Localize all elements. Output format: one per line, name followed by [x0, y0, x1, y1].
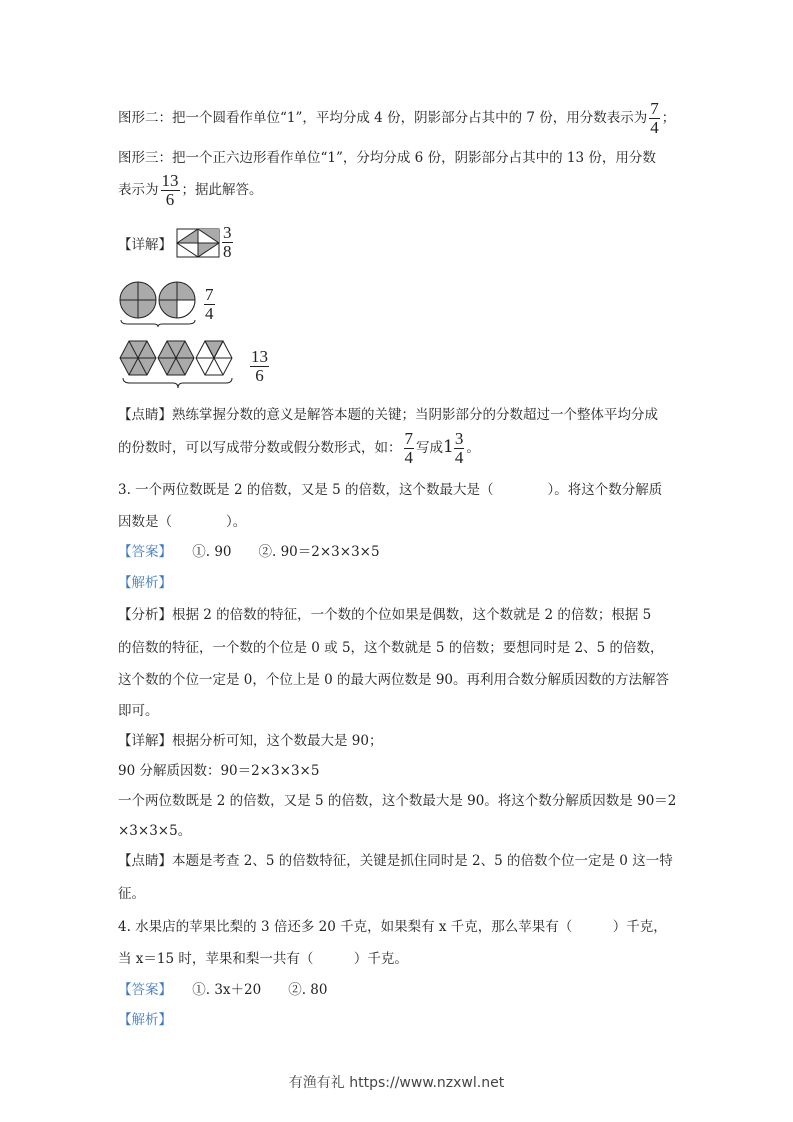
label: 【详解】	[118, 236, 172, 253]
denominator: 4	[454, 448, 464, 467]
text-line: 【分析】根据 2 的倍数的特征，一个数的个位如果是偶数，这个数就是 2 的倍数；根据 5	[118, 607, 652, 623]
text-line: 因数是（ ）。	[118, 514, 247, 530]
text-line: 这个数的个位一定是 0，个位上是 0 的最大两位数是 90。再利用合数分解质因数的方法解答	[118, 672, 670, 688]
denominator: 6	[165, 190, 175, 209]
numerator: 3	[223, 223, 232, 242]
numerator: 13	[251, 346, 268, 366]
fraction	[454, 430, 465, 467]
fraction	[649, 100, 660, 137]
text: 图形二：把一个圆看作单位“1”，平均分成 4 份，阴影部分占其中的 7 份，用分数表示为	[118, 110, 648, 126]
text-line	[118, 430, 480, 467]
footer-watermark: 有渔有礼 https://www.nzxwl.net	[288, 1075, 505, 1091]
answer-text: ①. 3x＋20 ②. 80	[192, 982, 328, 998]
text: ；据此解答。	[181, 182, 263, 198]
whole-number: 1	[443, 437, 454, 457]
fraction	[161, 172, 180, 209]
text: 表示为	[118, 182, 159, 198]
answer-line	[118, 540, 380, 560]
detail-figure-3	[118, 340, 271, 392]
denominator: 6	[255, 365, 264, 385]
text-line: 90 分解质因数：90＝2×3×3×5	[118, 763, 320, 779]
circles-figure	[118, 280, 202, 328]
text-line	[118, 100, 675, 137]
text: ；	[661, 110, 676, 126]
analysis-label: 【解析】	[118, 1012, 172, 1028]
text-line: ×3×3×5。	[118, 823, 192, 839]
detail-figure-1	[118, 224, 235, 261]
analysis-label: 【解析】	[118, 575, 172, 591]
text: 写成	[416, 440, 443, 456]
numerator: 7	[650, 99, 659, 118]
question-4: 4. 水果店的苹果比梨的 3 倍还多 20 千克，如果梨有 x 千克，那么苹果有（ ）千克，	[118, 919, 667, 935]
fraction	[222, 224, 233, 261]
text-line	[118, 172, 263, 209]
denominator: 4	[404, 448, 413, 467]
text-line: 图形三：把一个正六边形看作单位“1”，分均分成 6 份，阴影部分占其中的 13 份，用分数	[118, 150, 656, 166]
numerator: 7	[205, 284, 214, 304]
question-3: 3. 一个两位数既是 2 的倍数，又是 5 的倍数，这个数最大是（ ）。将这个数分解质	[118, 482, 663, 498]
denominator: 4	[650, 118, 659, 137]
hexagons-figure	[118, 340, 248, 392]
fraction	[404, 430, 415, 467]
text-line: 征。	[118, 886, 145, 902]
text-line: 的倍数的特征，一个数的个位是 0 或 5，这个数就是 5 的倍数；要想同时是 2、5 的倍数，	[118, 640, 664, 656]
text-line: 【点睛】本题是考查 2、5 的倍数特征，关键是抓住同时是 2、5 的倍数个位一定是 0 这一特	[118, 853, 673, 869]
numerator: 3	[454, 429, 464, 448]
text-line: 当 x＝15 时，苹果和梨一共有（ ）千克。	[118, 951, 408, 967]
denominator: 8	[223, 242, 232, 261]
numerator: 7	[404, 429, 413, 448]
text-line: 即可。	[118, 703, 159, 719]
text: 的份数时，可以写成带分数或假分数形式，如：	[118, 440, 402, 456]
rectangle-figure	[176, 228, 220, 258]
denominator: 4	[205, 303, 214, 323]
text-line: 一个两位数既是 2 的倍数，又是 5 的倍数，这个数最大是 90。将这个数分解质因数是 90＝2	[118, 793, 677, 809]
text-line: 【点睛】熟练掌握分数的意义是解答本题的关键；当阴影部分的分数超过一个整体平均分成	[118, 407, 658, 423]
fraction	[250, 348, 269, 385]
detail-figure-2	[118, 280, 217, 328]
answer-label: 【答案】	[118, 544, 166, 560]
answer-label: 【答案】	[118, 982, 166, 998]
text: 。	[466, 440, 480, 456]
numerator: 13	[161, 171, 179, 190]
answer-text: ①. 90 ②. 90＝2×3×3×5	[192, 544, 380, 560]
fraction	[204, 286, 215, 323]
text-line: 【详解】根据分析可知，这个数最大是 90；	[118, 733, 383, 749]
answer-line	[118, 978, 327, 998]
